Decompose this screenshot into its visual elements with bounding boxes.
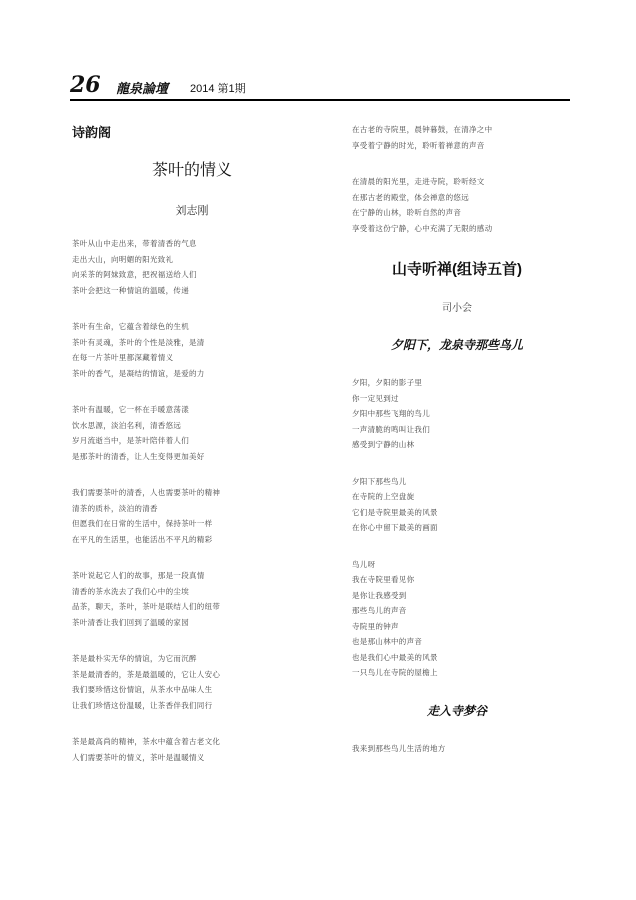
poem-line: 感受到宁静的山林: [352, 440, 415, 449]
poem-line: 走出大山，向明媚的阳光致礼: [72, 254, 174, 264]
stanza: [352, 122, 562, 153]
poem-line: 也是那山林中的声音: [352, 637, 423, 646]
stanza: [72, 485, 312, 547]
section-label: 诗韵阁: [72, 125, 112, 140]
page-number: 26: [70, 72, 101, 98]
poem-line: 也是我们心中最美的风景: [352, 652, 438, 662]
poem-line: 茶叶有生命，它蕴含着绿色的生机: [72, 322, 189, 331]
poem-line: 它们是寺院里最美的风景: [352, 507, 438, 517]
stanza: [72, 651, 312, 713]
poem-line: 一声清脆的鸣叫让我们: [352, 424, 430, 434]
right-column: [352, 122, 562, 756]
right-poem-body: [352, 375, 562, 681]
poem-line: 享受着宁静的时光，聆听着禅意的声音: [352, 140, 485, 150]
poem-line: 茶叶清香让我们回到了温暖的家园: [72, 617, 189, 627]
poem-title: 茶叶的情义: [151, 162, 232, 179]
left-poem-body: [72, 236, 312, 765]
header-rule: [70, 99, 570, 101]
poem-line: 在清晨的阳光里，走进寺院，聆听经文: [352, 177, 485, 186]
poem-author: 刘志刚: [175, 204, 209, 217]
stanza: [72, 402, 312, 464]
left-column: [72, 122, 312, 786]
stanza: [72, 319, 312, 381]
journal-name: 龍泉論壇: [116, 82, 169, 97]
poem-line: 在寺院的上空盘旋: [352, 492, 415, 501]
poem-line: 在那古老的殿堂，体会禅意的悠远: [352, 192, 469, 202]
poem-line: 在古老的寺院里，晨钟暮鼓，在清净之中: [352, 125, 493, 134]
poem-line: 那些鸟儿的声音: [352, 606, 407, 615]
poem-line: 品茶，聊天，茶叶，茶叶是联结人们的纽带: [72, 602, 221, 611]
poem-line: 是你让我感受到: [352, 590, 407, 600]
poem-line: 岁月流逝当中，是茶叶陪伴着人们: [72, 436, 189, 445]
poem-line: 是那茶叶的清香，让人生变得更加美好: [72, 451, 205, 461]
sub-title-1: 夕阳下，龙泉寺那些鸟儿: [390, 338, 523, 352]
poem-line: 享受着这份宁静，心中充满了无限的感动: [352, 223, 493, 233]
stanza: [352, 375, 562, 453]
poem-line: 在你心中留下最美的画面: [352, 523, 438, 532]
sub-title-2: 走入寺梦谷: [426, 703, 487, 718]
stanza: [72, 568, 312, 630]
poem-line: 夕阳，夕阳的影子里: [352, 378, 423, 387]
stanza: [72, 734, 312, 765]
poem-line: 我们需要茶叶的清香，人也需要茶叶的精神: [72, 488, 221, 497]
poem-line: 饮水思源，淡泊名利，清香悠远: [72, 420, 182, 430]
poem-line: 在宁静的山林，聆听自然的声音: [352, 208, 462, 217]
poem-line: 我们要珍惜这份情谊，从茶水中品味人生: [72, 685, 213, 694]
poem-line: 鸟儿呀: [352, 559, 376, 569]
stanza: [352, 557, 562, 681]
poem-line: 我来到那些鸟儿生活的地方: [352, 743, 446, 753]
right-top-poem: [352, 122, 562, 236]
stanza: [72, 236, 312, 298]
poem-line: 我在寺院里看见你: [352, 575, 415, 584]
poem-line: 向采茶的阿妹致意，把祝福送给人们: [72, 270, 197, 279]
page-header: [70, 72, 570, 100]
poem-line: 夕阳中那些飞翔的鸟儿: [352, 409, 430, 418]
suite-title: 山寺听禅(组诗五首): [392, 261, 522, 278]
poem-line: 茶叶会把这一种情谊的温暖，传递: [72, 285, 189, 295]
suite-author: 司小会: [442, 303, 472, 314]
poem-line: 一只鸟儿在寺院的屋檐上: [352, 668, 438, 677]
poem-line: 在平凡的生活里，也能活出不平凡的精彩: [72, 534, 213, 544]
poem-line: 但愿我们在日常的生活中，保持茶叶一样: [72, 519, 213, 528]
stanza: [352, 474, 562, 536]
stanza: [352, 174, 562, 236]
poem-line: 你一定见到过: [352, 393, 399, 403]
poem-line: 寺院里的钟声: [352, 621, 399, 631]
poem-line: 茶叶有温暖，它一杯在手暖意荡漾: [72, 405, 189, 414]
issue-label: 2014 第1期: [190, 83, 246, 95]
poem-line: 夕阳下那些鸟儿: [352, 476, 407, 486]
poem-line: 茶叶说起它人们的故事，那是一段真情: [72, 571, 205, 580]
poem-line: 让我们珍惜这份温暖，让茶香伴我们同行: [72, 700, 213, 710]
poem-line: 茶是最清香的，茶是最温暖的，它让人安心: [72, 669, 221, 679]
poem-line: 茶是最高尚的精神，茶水中蕴含着古老文化: [72, 737, 221, 746]
poem-line: 茶叶的香气，是凝结的情谊，是爱的力: [72, 368, 205, 378]
poem-line: 茶叶从山中走出来，带着清香的气息: [72, 239, 197, 248]
poem-line: 清香的茶水洗去了我们心中的尘埃: [72, 586, 189, 596]
poem-line: 人们需要茶叶的情义，茶叶是温暖情义: [72, 752, 205, 762]
poem-line: 在每一片茶叶里都深藏着情义: [72, 353, 174, 362]
poem-line: 茶叶有灵魂，茶叶的个性是淡雅，是清: [72, 337, 205, 347]
poem-line: 茶是最朴实无华的情谊，为它而沉醉: [72, 654, 197, 663]
poem-line: 清茶的质朴，淡泊的清香: [72, 503, 158, 513]
